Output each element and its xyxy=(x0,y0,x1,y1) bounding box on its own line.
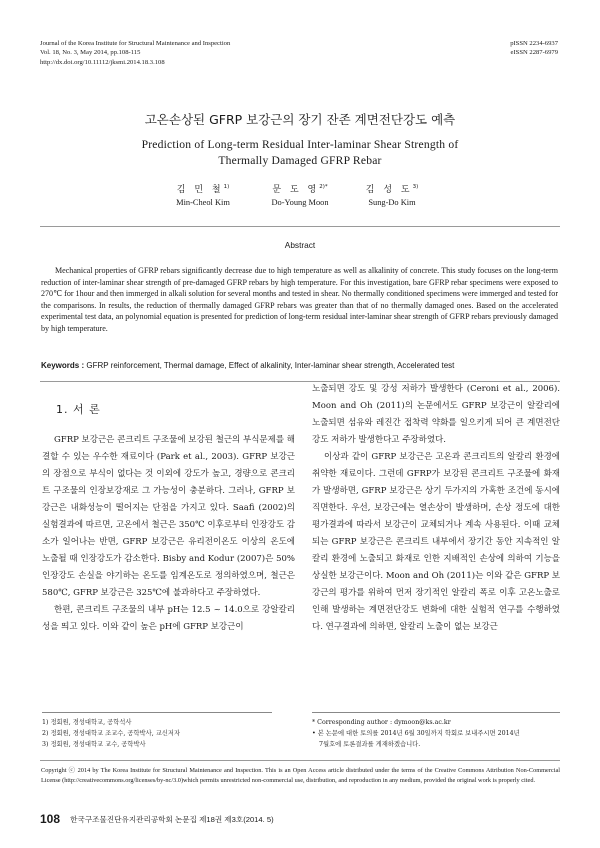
section-title: 1. 서 론 xyxy=(56,403,101,416)
footnote: 2) 정회원, 경성대학교 조교수, 공학박사, 교신저자 xyxy=(42,730,181,738)
author-1 xyxy=(148,182,258,207)
journal-header xyxy=(40,39,230,67)
abstract-heading: Abstract xyxy=(284,240,316,250)
author-3-name-en: Sung-Do Kim xyxy=(368,198,416,207)
copyright-notice: Copyright ⓒ 2014 by The Korea Institute for Structural Maintenance and Inspection. This is an Open Access article distributed under the terms of the Creative Commons Attribution Non-Commercial License (http://creativecommons.org/licenses/by-nc/3.0)which permits unrestricted non-commercial use, distribution, and reproduction in any medium, provided the original work is properly cited. xyxy=(41,767,560,785)
title-korean: 고온손상된 GFRP 보강근의 장기 잔존 계면전단강도 예측 xyxy=(144,112,456,127)
divider-top xyxy=(40,226,560,227)
discussion-note: • 본 논문에 대한 토의를 2014년 6월 30일까지 학회로 보내주시면 2014년 xyxy=(312,730,520,738)
journal-volume: Vol. 18, No. 3, May 2014, pp.108-115 xyxy=(40,49,141,57)
author-2-sup: 2)* xyxy=(319,184,328,190)
body-column-left xyxy=(42,432,295,636)
title-english xyxy=(0,137,600,169)
page-footer xyxy=(40,812,274,826)
author-1-name-en: Min-Cheol Kim xyxy=(176,198,230,207)
journal-name: Journal of the Korea Institute for Structural Maintenance and Inspection xyxy=(40,40,231,47)
corresponding-author: * Corresponding author : dymoon@ks.ac.kr xyxy=(312,719,451,726)
abstract-text: Mechanical properties of GFRP rebars significantly decrease due to high temperature as well as alkalinity of concrete. This study focuses on the long-term reduction of inter-laminar shear strength of pre-damaged GFRP rebars by high temperature. For this investigation, bare GFRP rebar specimens were exposed to 270℃ for 1hour and then immerged in alkali solution for several months and tested in shear. No thermally conditioned specimens were immerged and tested for the comparisons. In results, the reduction of thermally damaged GFRP rebars was greater than that of no thermally damaged ones. Based on the accelerated experimental test data, an polynomial equation is presented for prediction of long-term residual inter-laminar shear strength of GFRP rebars previously damaged by high temperature. xyxy=(41,266,558,333)
discussion-note-cont: 7월호에 토론결과를 게재하겠습니다. xyxy=(319,741,421,749)
keywords xyxy=(41,361,561,370)
paragraph: 한편, 콘크리트 구조물의 내부 pH는 12.5 ~ 14.0으로 강알칼리성을 띄고 있다. 이와 같이 높은 pH에 GFRP 보강근이 xyxy=(42,605,295,632)
eissn: eISSN 2287-6979 xyxy=(510,49,558,57)
title-english-line2: Thermally Damaged GFRP Rebar xyxy=(218,154,382,167)
correspondence-notes xyxy=(312,717,520,751)
pissn: pISSN 2234-6937 xyxy=(510,40,558,47)
footnote-rule-left xyxy=(42,712,272,713)
author-2-name-en: Do-Young Moon xyxy=(271,198,329,207)
footnote: 3) 정회원, 경성대학교 교수, 공학박사 xyxy=(42,741,146,749)
paragraph: 이상과 같이 GFRP 보강근은 고온과 콘크리트의 알칼리 환경에 취약한 재료이다. 그런데 GFRP가 보강된 콘크리트 구조물에 화재가 발생하면, GFRP 보강근은 상기 두가지의 가혹한 조건에 동시에 직면한다. 우선, 보강근에는 열손상이 발생하며, 손상 정도에 대한 평가결과에 따라서 보강근이 교체되거나 계속 사용된다. 이때 교체되는 GFRP 보강근은 콘크리트 내부에서 장기간 동안 지속적인 알칼리 환경에 노출되고 화재로 인한 지배적인 손상에 의하여 기능을 상실한 보강근이다. Moon and Oh (2011)는 이와 같은 GFRP 보강근의 평가를 위하여 먼저 장기적인 알칼리 폭로 이후 고온노출로 인해 발생하는 계면전단강도 변화에 대한 실험적 연구를 수행하였다. 연구결과에 의하면, 알칼리 노출이 없는 보강근 xyxy=(312,452,560,632)
author-3 xyxy=(337,182,447,207)
paragraph: 노출되면 강도 및 강성 저하가 발생한다 (Ceroni et al., 2006). Moon and Oh (2011)의 논문에서도 GFRP 보강근이 알칼리에 노출되면 섬유와 레진간 접착력 약화를 일으키게 되어 큰 계면전단강도 저하가 발생한다고 주장하였다. xyxy=(312,384,560,445)
page-number: 108 xyxy=(40,812,61,826)
journal-doi: http://dx.doi.org/10.11112/jksmi.2014.18.3.108 xyxy=(40,58,165,66)
footnote-rule-right xyxy=(312,712,560,713)
body-column-right xyxy=(312,381,560,636)
issn-block xyxy=(510,39,558,58)
author-affiliations xyxy=(42,717,180,751)
title-english-line1: Prediction of Long-term Residual Inter-laminar Shear Strength of xyxy=(141,138,459,151)
footnote: 1) 정회원, 경성대학교, 공학석사 xyxy=(42,719,132,726)
author-3-name-ko: 김 성 도 xyxy=(365,185,413,195)
author-2-name-ko: 문 도 영 xyxy=(272,185,320,195)
author-3-sup: 3) xyxy=(412,184,419,190)
keywords-label: Keywords : xyxy=(41,361,85,370)
author-1-name-ko: 김 민 철 xyxy=(176,185,224,195)
paragraph: GFRP 보강근은 콘크리트 구조물에 보강된 철근의 부식문제를 해결할 수 있는 우수한 재료이다 (Park et al., 2003). GFRP 보강근의 장점으로 부식이 없다는 것 이외에 강도가 높고, 경량으로 콘크리트 구조물의 인장보강재로 그 가능성이 충분하다. 그러나, GFRP 보강근은 내화성능이 떨어지는 단점을 가지고 있다. Saafi (2002)의 실험결과에 따르면, 고온에서 철근은 350℃ 이후로부터 인장강도 감소가 일어나는 반면, GFRP 보강근은 유리전이온도 이상의 온도에 노출될 때 인장강도가 감소한다. Bisby and Kodur (2007)은 50% 인장강도 손실을 야기하는 온도를 임계온도로 정의하였으며, 철근은 580℃, GFRP 보강근은 325℃에 불과하다고 주장하였다. xyxy=(42,435,295,598)
divider-copyright xyxy=(40,760,560,761)
keywords-list: GFRP reinforcement, Thermal damage, Effect of alkalinity, Inter-laminar shear strength, Accelerated test xyxy=(86,361,455,370)
footer-journal: 한국구조물진단유지관리공학회 논문집 제18권 제3호(2014. 5) xyxy=(70,815,274,824)
author-1-sup: 1) xyxy=(223,184,230,190)
